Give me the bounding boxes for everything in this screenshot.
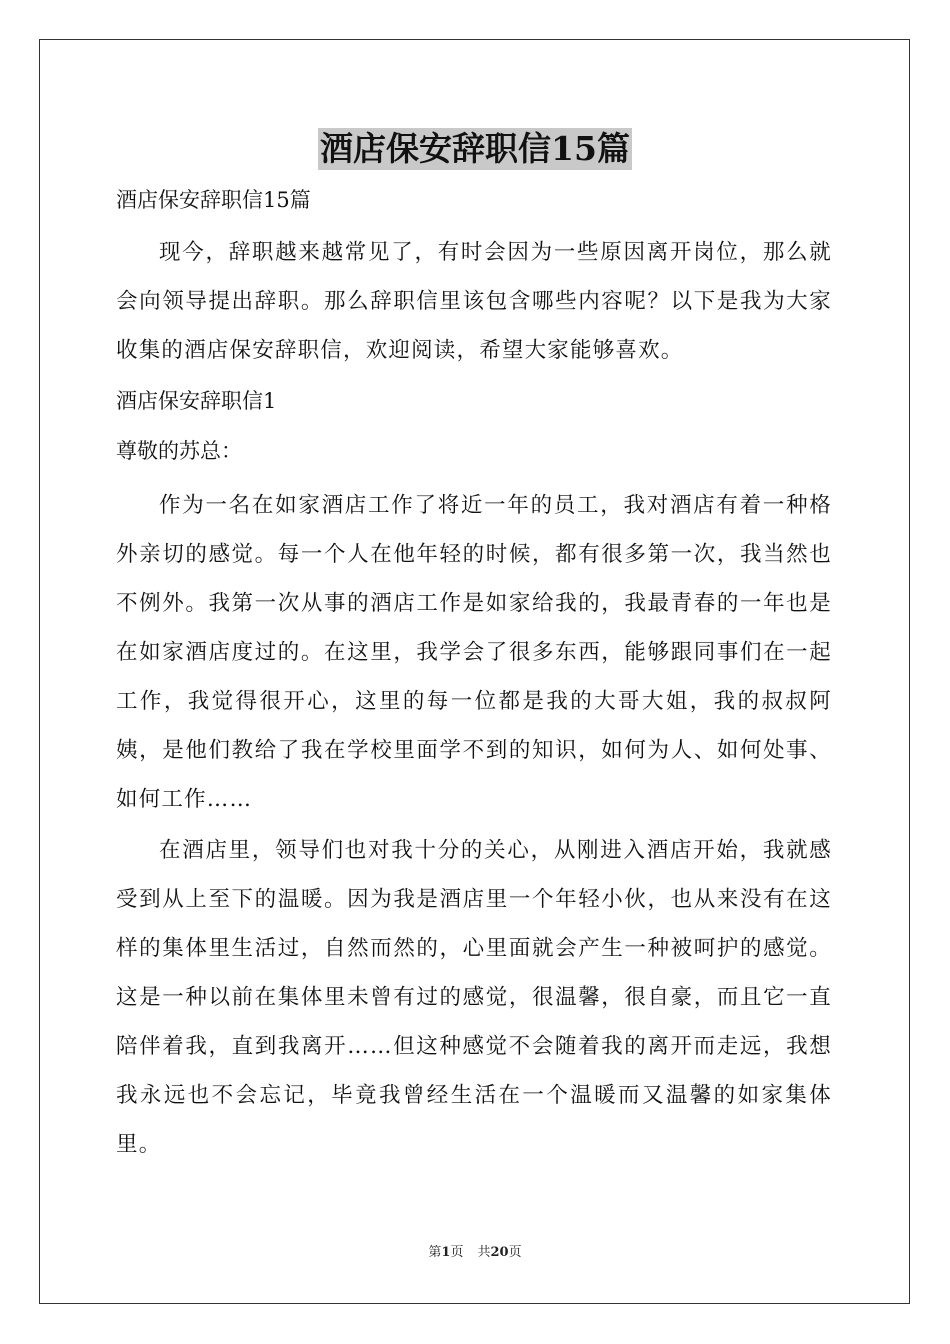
page-footer [0,1244,950,1262]
total-prefix: 共 [477,1245,491,1260]
letter-heading: 酒店保安辞职信1 [116,389,277,413]
page-prefix: 第 [428,1245,442,1260]
body-paragraph-2: 在酒店里，领导们也对我十分的关心，从刚进入酒店开始，我就感受到从上至下的温暖。因为我是酒店里一个年轻小伙，也从来没有在这样的集体里生活过，自然而然的，心里面就会产生一种被呵护的感觉。这是一种以前在集体里未曾有过的感觉，很温馨，很自豪，而且它一直陪伴着我，直到我离开……但这种感觉不会随着我的离开而走远，我想我永远也不会忘记，毕竟我曾经生活在一个温暖而又温馨的如家集体里。 [116,838,832,1157]
document-title: 酒店保安辞职信15篇 [320,129,630,168]
total-pages: 20 [490,1245,509,1260]
page-number: 1 [441,1245,451,1260]
intro-paragraph: 现今，辞职越来越常见了，有时会因为一些原因离开岗位，那么就会向领导提出辞职。那么辞职信里该包含哪些内容呢？以下是我为大家收集的酒店保安辞职信，欢迎阅读，希望大家能够喜欢。 [116,240,832,363]
salutation: 尊敬的苏总： [116,439,242,463]
body-paragraph-1: 作为一名在如家酒店工作了将近一年的员工，我对酒店有着一种格外亲切的感觉。每一个人在他年轻的时候，都有很多第一次，我当然也不例外。我第一次从事的酒店工作是如家给我的，我最青春的一年也是在如家酒店度过的。在这里，我学会了很多东西，能够跟同事们在一起工作，我觉得很开心，这里的每一位都是我的大哥大姐，我的叔叔阿姨，是他们教给了我在学校里面学不到的知识，如何为人、如何处事、如何工作…… [116,493,832,812]
total-suffix: 页 [508,1245,522,1260]
document-body [116,180,832,1169]
document-subtitle: 酒店保安辞职信15篇 [116,188,311,212]
title-container [0,128,950,170]
page-suffix: 页 [450,1245,464,1260]
